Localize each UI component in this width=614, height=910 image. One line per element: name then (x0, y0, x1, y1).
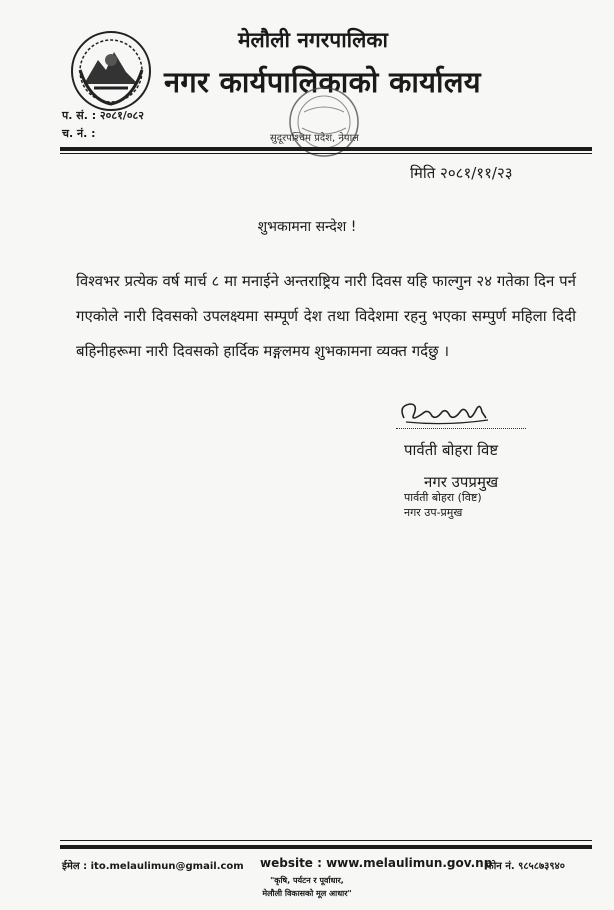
motto-line-1: "कृषि, पर्यटन र पूर्वाधार, (270, 876, 344, 885)
stamp-name: पार्वती बोहरा (विष्ट) (404, 491, 482, 504)
footer-divider-thin (60, 840, 592, 841)
letter-date: मिति २०८१/११/२३ (410, 164, 513, 182)
handwritten-signature (396, 398, 500, 428)
signatory-stamp (404, 490, 530, 520)
letter-subject: शुभकामना सन्देश ! (257, 219, 357, 235)
signature-line (396, 428, 526, 429)
dispatch-number: च. नं. : (62, 127, 96, 140)
letter-body: विश्वभर प्रत्येक वर्ष मार्च ८ मा मनाईने अन्तराष्ट्रिय नारी दिवस यहि फाल्गुन २४ गतेका दिन पर्न गएकोले नारी दिवसको उपलक्ष्यमा सम्पूर्ण देश तथा विदेशमा रहनु भएका सम्पुर्ण महिला दिदी बहिनीहरूमा नारी दिवसको हार्दिक मङ्गलमय शुभकामना व्यक्त गर्दछु । (76, 272, 576, 360)
stamp-title: नगर उप-प्रमुख (404, 506, 463, 519)
footer-divider-thick (60, 845, 592, 849)
office-title: नगर कार्यपालिकाको कार्यालय (164, 65, 481, 99)
signatory-name: पार्वती बोहरा विष्ट (404, 441, 499, 459)
footer-motto (0, 874, 614, 900)
footer-email: ईमेल : ito.melaulimun@gmail.com (62, 861, 244, 872)
government-emblem-logo (70, 30, 152, 112)
reference-number: प. सं. : २०८१/०८२ (62, 109, 144, 122)
municipality-name: मेलौली नगरपालिका (238, 28, 388, 52)
footer-website: website : www.melaulimun.gov.np (260, 856, 493, 870)
signatory-title: नगर उपप्रमुख (424, 473, 499, 491)
footer-phone: फोन नं. ९८५८७३९४० (486, 861, 565, 872)
office-stamp-text: सुदूरपश्चिम प्रदेश, नेपाल (270, 133, 359, 144)
motto-line-2: मेलौली विकासको मूल आधार" (262, 889, 352, 898)
header-divider-thin (60, 153, 592, 154)
header-divider-thick (60, 147, 592, 151)
